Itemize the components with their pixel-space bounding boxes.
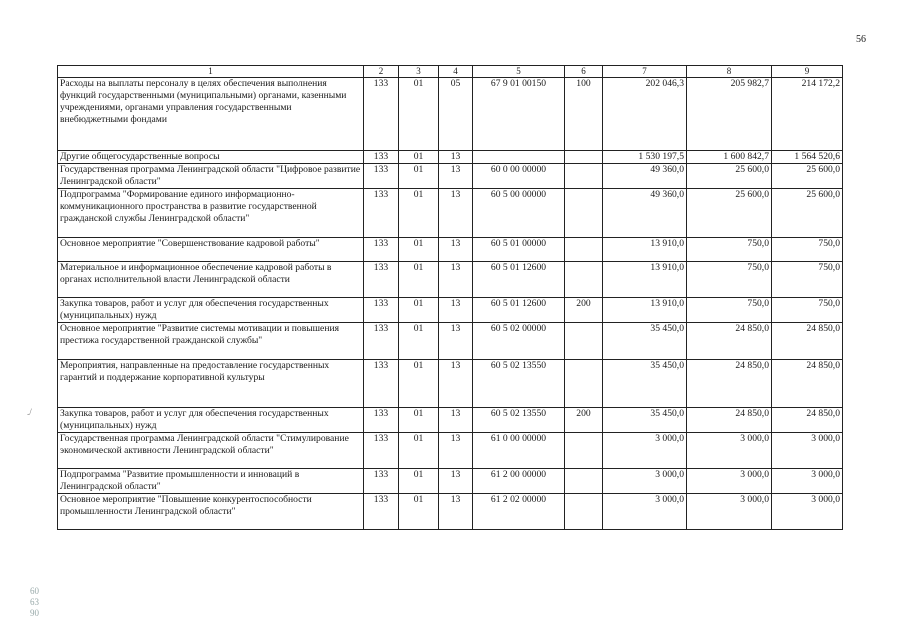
column-header: 2 — [364, 66, 399, 78]
amount-year1-cell: 35 450,0 — [603, 323, 687, 360]
column-header: 7 — [603, 66, 687, 78]
subsection-code-cell: 13 — [439, 164, 473, 189]
amount-year1-cell: 3 000,0 — [603, 494, 687, 530]
amount-year3-cell: 214 172,2 — [772, 78, 843, 151]
amount-year2-cell: 3 000,0 — [687, 494, 772, 530]
table-row — [58, 494, 843, 530]
expense-type-cell — [565, 262, 603, 298]
amount-year3-cell: 3 000,0 — [772, 494, 843, 530]
amount-year1-cell: 13 910,0 — [603, 262, 687, 298]
target-article-cell: 60 5 02 00000 — [473, 323, 565, 360]
target-article-cell — [473, 151, 565, 164]
table-row — [58, 469, 843, 494]
ministry-code-cell: 133 — [364, 360, 399, 408]
ministry-code-cell: 133 — [364, 469, 399, 494]
table-header-row — [58, 66, 843, 78]
amount-year2-cell: 750,0 — [687, 298, 772, 323]
amount-year3-cell: 25 600,0 — [772, 164, 843, 189]
ministry-code-cell: 133 — [364, 164, 399, 189]
amount-year3-cell: 25 600,0 — [772, 189, 843, 238]
amount-year2-cell: 750,0 — [687, 262, 772, 298]
expense-type-cell — [565, 189, 603, 238]
amount-year2-cell: 25 600,0 — [687, 164, 772, 189]
section-code-cell: 01 — [399, 238, 439, 262]
amount-year3-cell: 750,0 — [772, 238, 843, 262]
amount-year1-cell: 13 910,0 — [603, 238, 687, 262]
subsection-code-cell: 13 — [439, 323, 473, 360]
amount-year1-cell: 13 910,0 — [603, 298, 687, 323]
row-name-cell: Мероприятия, направленные на предоставление государственных гарантий и поддержание корпоративной культуры — [58, 360, 364, 408]
row-name-cell: Подпрограмма "Формирование единого информационно-коммуникационного пространства в развитие государственной гражданской службы Ленинградской области" — [58, 189, 364, 238]
ministry-code-cell: 133 — [364, 433, 399, 469]
expense-type-cell — [565, 238, 603, 262]
amount-year1-cell: 35 450,0 — [603, 360, 687, 408]
ministry-code-cell: 133 — [364, 78, 399, 151]
target-article-cell: 67 9 01 00150 — [473, 78, 565, 151]
table-row — [58, 262, 843, 298]
subsection-code-cell: 13 — [439, 469, 473, 494]
target-article-cell: 60 5 00 00000 — [473, 189, 565, 238]
amount-year2-cell: 25 600,0 — [687, 189, 772, 238]
ministry-code-cell: 133 — [364, 323, 399, 360]
budget-table — [57, 65, 843, 530]
subsection-code-cell: 13 — [439, 151, 473, 164]
table-row — [58, 360, 843, 408]
amount-year3-cell: 3 000,0 — [772, 433, 843, 469]
section-code-cell: 01 — [399, 408, 439, 433]
row-name-cell: Закупка товаров, работ и услуг для обеспечения государственных (муниципальных) нужд — [58, 408, 364, 433]
target-article-cell: 61 0 00 00000 — [473, 433, 565, 469]
target-article-cell: 61 2 02 00000 — [473, 494, 565, 530]
target-article-cell: 60 0 00 00000 — [473, 164, 565, 189]
row-name-cell: Материальное и информационное обеспечение кадровой работы в органах исполнительной власти Ленинградской области — [58, 262, 364, 298]
subsection-code-cell: 13 — [439, 408, 473, 433]
row-name-cell: Государственная программа Ленинградской области "Стимулирование экономической активности Ленинградской области" — [58, 433, 364, 469]
ministry-code-cell: 133 — [364, 238, 399, 262]
section-code-cell: 01 — [399, 262, 439, 298]
subsection-code-cell: 13 — [439, 189, 473, 238]
table-row — [58, 408, 843, 433]
target-article-cell: 61 2 00 00000 — [473, 469, 565, 494]
amount-year2-cell: 750,0 — [687, 238, 772, 262]
expense-type-cell — [565, 433, 603, 469]
table-row — [58, 78, 843, 151]
ministry-code-cell: 133 — [364, 298, 399, 323]
amount-year3-cell: 750,0 — [772, 262, 843, 298]
row-name-cell: Государственная программа Ленинградской области "Цифровое развитие Ленинградской области" — [58, 164, 364, 189]
margin-mark: 60 — [30, 586, 39, 596]
row-name-cell: Основное мероприятие "Развитие системы мотивации и повышения престижа государственной гражданской службы" — [58, 323, 364, 360]
section-code-cell: 01 — [399, 323, 439, 360]
table-row — [58, 164, 843, 189]
amount-year2-cell: 1 600 842,7 — [687, 151, 772, 164]
target-article-cell: 60 5 02 13550 — [473, 408, 565, 433]
target-article-cell: 60 5 01 12600 — [473, 262, 565, 298]
expense-type-cell — [565, 164, 603, 189]
row-name-cell: Расходы на выплаты персоналу в целях обеспечения выполнения функций государственными (муниципальными) органами, казенными учреждениями, органами управления государственными внебюджетными фондами — [58, 78, 364, 151]
column-header: 6 — [565, 66, 603, 78]
table-row — [58, 323, 843, 360]
expense-type-cell: 100 — [565, 78, 603, 151]
column-header: 3 — [399, 66, 439, 78]
row-name-cell: Основное мероприятие "Совершенствование кадровой работы" — [58, 238, 364, 262]
ministry-code-cell: 133 — [364, 494, 399, 530]
section-code-cell: 01 — [399, 469, 439, 494]
subsection-code-cell: 13 — [439, 298, 473, 323]
amount-year1-cell: 202 046,3 — [603, 78, 687, 151]
amount-year2-cell: 24 850,0 — [687, 360, 772, 408]
subsection-code-cell: 13 — [439, 262, 473, 298]
margin-mark: 63 — [30, 597, 39, 607]
section-code-cell: 01 — [399, 164, 439, 189]
column-header: 1 — [58, 66, 364, 78]
ministry-code-cell: 133 — [364, 408, 399, 433]
ministry-code-cell: 133 — [364, 189, 399, 238]
section-code-cell: 01 — [399, 78, 439, 151]
expense-type-cell — [565, 494, 603, 530]
section-code-cell: 01 — [399, 494, 439, 530]
amount-year3-cell: 750,0 — [772, 298, 843, 323]
table-body — [58, 78, 843, 530]
row-name-cell: Подпрограмма "Развитие промышленности и инноваций в Ленинградской области" — [58, 469, 364, 494]
expense-type-cell: 200 — [565, 298, 603, 323]
expense-type-cell: 200 — [565, 408, 603, 433]
amount-year2-cell: 3 000,0 — [687, 469, 772, 494]
column-header: 5 — [473, 66, 565, 78]
amount-year3-cell: 3 000,0 — [772, 469, 843, 494]
table-row — [58, 298, 843, 323]
target-article-cell: 60 5 01 00000 — [473, 238, 565, 262]
amount-year2-cell: 24 850,0 — [687, 323, 772, 360]
amount-year3-cell: 1 564 520,6 — [772, 151, 843, 164]
margin-tick-mark: ./ — [27, 407, 32, 417]
subsection-code-cell: 13 — [439, 360, 473, 408]
amount-year2-cell: 205 982,7 — [687, 78, 772, 151]
subsection-code-cell: 13 — [439, 494, 473, 530]
amount-year1-cell: 35 450,0 — [603, 408, 687, 433]
section-code-cell: 01 — [399, 433, 439, 469]
row-name-cell: Основное мероприятие "Повышение конкурентоспособности промышленности Ленинградской области" — [58, 494, 364, 530]
amount-year3-cell: 24 850,0 — [772, 323, 843, 360]
section-code-cell: 01 — [399, 151, 439, 164]
expense-type-cell — [565, 323, 603, 360]
table-row — [58, 151, 843, 164]
table-row — [58, 433, 843, 469]
subsection-code-cell: 05 — [439, 78, 473, 151]
margin-mark: 90 — [30, 608, 39, 618]
ministry-code-cell: 133 — [364, 151, 399, 164]
amount-year1-cell: 49 360,0 — [603, 189, 687, 238]
amount-year1-cell: 3 000,0 — [603, 469, 687, 494]
margin-stamp-marks — [30, 586, 39, 619]
target-article-cell: 60 5 01 12600 — [473, 298, 565, 323]
column-header: 4 — [439, 66, 473, 78]
amount-year1-cell: 49 360,0 — [603, 164, 687, 189]
ministry-code-cell: 133 — [364, 262, 399, 298]
subsection-code-cell: 13 — [439, 238, 473, 262]
page-number: 56 — [856, 34, 866, 45]
subsection-code-cell: 13 — [439, 433, 473, 469]
expense-type-cell — [565, 360, 603, 408]
section-code-cell: 01 — [399, 360, 439, 408]
table-row — [58, 238, 843, 262]
expense-type-cell — [565, 151, 603, 164]
column-header: 9 — [772, 66, 843, 78]
amount-year1-cell: 3 000,0 — [603, 433, 687, 469]
amount-year3-cell: 24 850,0 — [772, 360, 843, 408]
amount-year3-cell: 24 850,0 — [772, 408, 843, 433]
column-header: 8 — [687, 66, 772, 78]
row-name-cell: Другие общегосударственные вопросы — [58, 151, 364, 164]
section-code-cell: 01 — [399, 298, 439, 323]
target-article-cell: 60 5 02 13550 — [473, 360, 565, 408]
amount-year2-cell: 24 850,0 — [687, 408, 772, 433]
table-row — [58, 189, 843, 238]
section-code-cell: 01 — [399, 189, 439, 238]
row-name-cell: Закупка товаров, работ и услуг для обеспечения государственных (муниципальных) нужд — [58, 298, 364, 323]
amount-year1-cell: 1 530 197,5 — [603, 151, 687, 164]
expense-type-cell — [565, 469, 603, 494]
amount-year2-cell: 3 000,0 — [687, 433, 772, 469]
